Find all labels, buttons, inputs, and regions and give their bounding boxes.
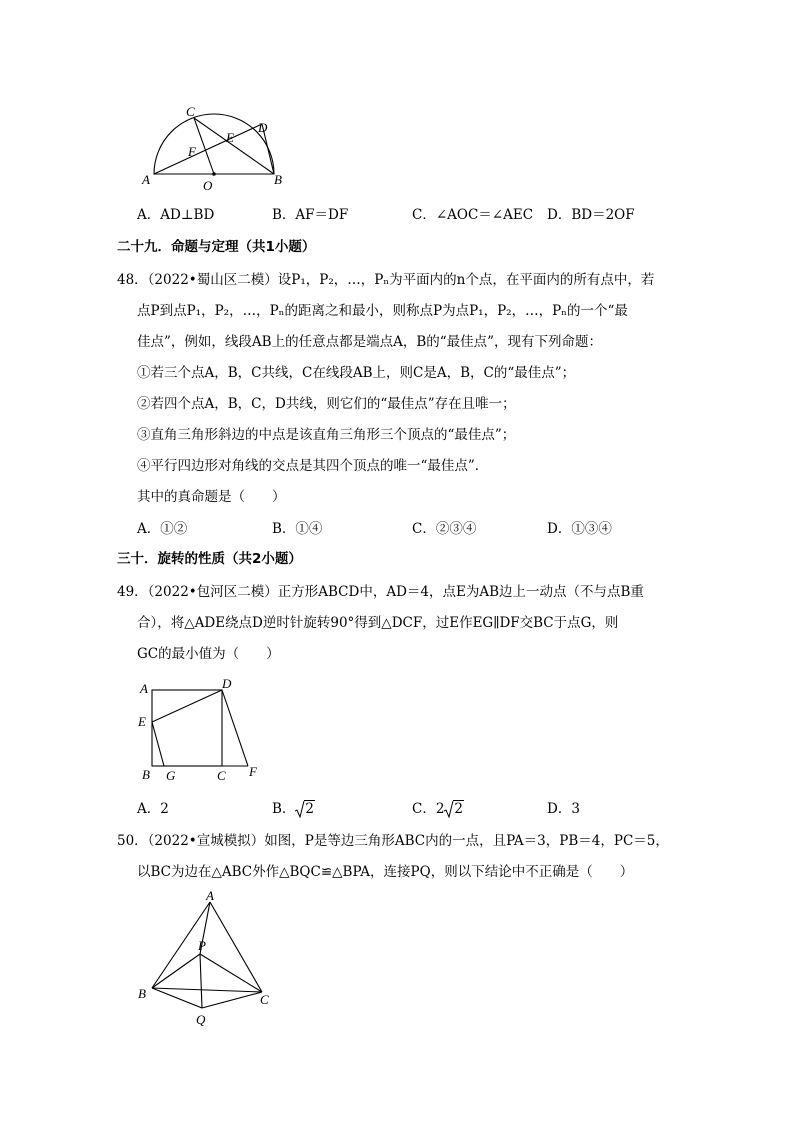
fig1-label-e: E (226, 130, 234, 145)
q48-option-d: D．①③④ (547, 521, 612, 537)
q49-text-line-3: GC的最小值为（ ） (137, 646, 280, 662)
q48-option-c: C．②③④ (412, 521, 477, 537)
q47-option-d: D．BD＝2OF (547, 207, 635, 223)
q49-option-c-label: C．2 (412, 801, 445, 817)
fig1-label-f: F (188, 144, 196, 159)
q48-statement-2: ②若四个点A，B，C，D共线，则它们的“最佳点”存在且唯一； (137, 396, 516, 412)
figure-semicircle (130, 100, 300, 195)
fig1-label-o: O (203, 178, 213, 193)
fig3-label-q: Q (196, 1012, 206, 1027)
fig1-label-a: A (142, 172, 150, 187)
q48-statement-1: ①若三个点A，B，C共线，C在线段AB上，则C是A，B，C的“最佳点”； (137, 365, 576, 381)
figure-square (130, 676, 275, 786)
q50-text-line-2: 以BC为边在△ABC外作△BQC≌△BPA，连接PQ，则以下结论中不正确是（ ） (137, 864, 634, 880)
sqrt-symbol-icon (295, 799, 315, 819)
q48-statement-4: ④平行四边形对角线的交点是其四个顶点的唯一“最佳点”． (137, 458, 489, 474)
q47-option-c: C．∠AOC＝∠AEC (412, 207, 534, 223)
q47-option-b: B．AF＝DF (272, 207, 349, 223)
fig2-label-e: E (138, 714, 146, 729)
radical-sign-icon (444, 800, 454, 818)
q50-text-line-1: 50．（2022•宣城模拟）如图，P是等边三角形ABC内的一点，且PA＝3，PB＝4，PC＝5， (117, 833, 669, 849)
figure-equilateral-triangle (130, 890, 290, 1030)
q48-statement-3: ③直角三角形斜边的中点是该直角三角形三个顶点的“最佳点”； (137, 427, 516, 443)
q49-option-b-radicand: 2 (305, 801, 315, 817)
q49-option-b-letter: B． (272, 801, 296, 817)
q49-option-b (272, 799, 315, 819)
q49-option-c (412, 799, 464, 819)
fig3-label-p: P (198, 938, 206, 953)
sqrt-symbol-icon (444, 799, 464, 819)
q47-option-a: A．AD⊥BD (137, 207, 215, 223)
fig2-label-d: D (222, 676, 232, 691)
radical-sign-icon (295, 800, 305, 818)
q48-text-line-1: 48．（2022•蜀山区二模）设P₁，P₂，…，Pₙ为平面内的n个点，在平面内的所有点中，若 (117, 272, 655, 288)
q48-option-a: A．①② (137, 521, 188, 537)
fig1-label-b: B (274, 172, 282, 187)
fig2-label-b: B (142, 767, 150, 782)
q48-option-b: B．①④ (272, 521, 323, 537)
fig3-label-a: A (206, 890, 214, 903)
section-heading-29: 二十九．命题与定理（共1小题） (117, 239, 316, 255)
fig2-label-f: F (249, 764, 257, 779)
q48-text-line-2: 点P到点P₁，P₂，…，Pₙ的距离之和最小，则称点P为点P₁，P₂，…，Pₙ的一个“最 (137, 303, 628, 319)
fig3-label-b: B (138, 986, 146, 1001)
fig2-label-a: A (140, 681, 148, 696)
q48-ask: 其中的真命题是（ ） (137, 489, 286, 505)
fig1-label-c: C (186, 104, 195, 119)
q49-option-c-radicand: 2 (454, 801, 464, 817)
fig2-label-c: C (217, 768, 226, 783)
section-heading-30: 三十．旋转的性质（共2小题） (117, 551, 302, 567)
fig1-label-d: D (258, 120, 268, 135)
fig2-label-g: G (166, 768, 176, 783)
q48-text-line-3: 佳点”，例如，线段AB上的任意点都是端点A，B的“最佳点”，现有下列命题： (137, 334, 603, 350)
q49-text-line-2: 合），将△ADE绕点D逆时针旋转90°得到△DCF，过E作EG∥DF交BC于点G，则 (137, 615, 619, 631)
q49-option-a: A．2 (137, 801, 169, 817)
fig3-label-c: C (260, 992, 269, 1007)
q49-text-line-1: 49．（2022•包河区二模）正方形ABCD中，AD＝4，点E为AB边上一动点（不与点B重 (117, 584, 644, 600)
q49-option-d: D．3 (547, 801, 580, 817)
